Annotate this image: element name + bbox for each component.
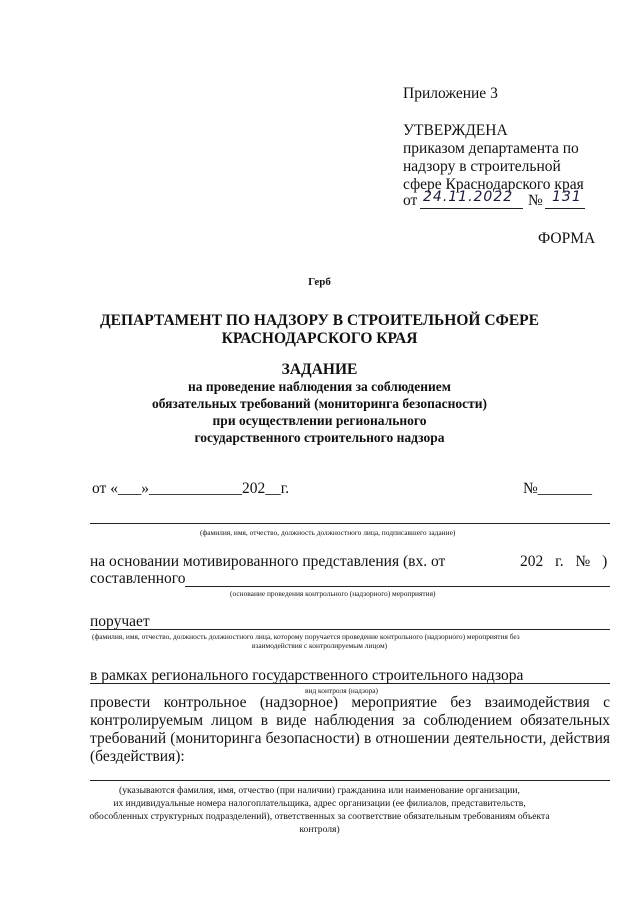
basis-text: на основании мотивированного представления (вх. от xyxy=(90,553,446,570)
assignment-line-3: при осуществлении регионального xyxy=(212,413,427,428)
approval-from-label: от xyxy=(403,192,418,209)
date-row-left: от «___»____________202__г. xyxy=(92,480,290,497)
date-row-number: №_______ xyxy=(523,480,593,497)
assignment-line-1: на проведение наблюдения за соблюдением xyxy=(188,379,451,394)
assignment-line-2: обязательных требований (мониторинга безопасности) xyxy=(151,396,488,411)
footer-caption-4: контроля) xyxy=(299,824,340,835)
basis-underline xyxy=(185,586,610,587)
body-line-2: контролируемым лицом в виде наблюдения за соблюдением обязательных xyxy=(90,712,610,729)
approval-line-1: приказом департамента по xyxy=(403,140,579,157)
signer-line xyxy=(90,523,610,524)
approval-number-label: № xyxy=(528,192,543,209)
signer-caption: (фамилия, имя, отчество, должность должностного лица, подписавшего задание) xyxy=(200,528,456,537)
body-line-3: требований (мониторинга безопасности) в отношении деятельности, действия xyxy=(90,730,610,747)
basis-reference: 202 г. № ) xyxy=(520,553,608,570)
number-underline xyxy=(545,208,585,209)
assignment-line-4: государственного строительного надзора xyxy=(194,430,445,445)
basis-caption: (основание проведения контрольного (надзорного) мероприятия) xyxy=(230,589,436,598)
appendix-label: Приложение 3 xyxy=(403,85,498,102)
instructs-label: поручает xyxy=(90,613,150,630)
approval-line-3: сфере Краснодарского края xyxy=(403,176,584,193)
body-line-1: провести контрольное (надзорное) мероприятие без взаимодействия с xyxy=(90,694,610,711)
basis-line-2: составленного xyxy=(90,570,186,587)
instructs-underline xyxy=(90,629,610,630)
approval-line-2: надзору в строительной xyxy=(403,158,561,175)
approved-label: УТВЕРЖДЕНА xyxy=(403,122,508,139)
subject-line xyxy=(90,780,610,781)
date-underline xyxy=(420,208,523,209)
instructs-caption-1: (фамилия, имя, отчество, должность должностного лица, которому поручается проведение контрольного (надзорного) мероприятия без xyxy=(92,632,520,641)
department-title-line-1: ДЕПАРТАМЕНТ ПО НАДЗОРУ В СТРОИТЕЛЬНОЙ СФЕРЕ xyxy=(100,312,539,329)
body-line-4: (бездействия): xyxy=(90,748,185,765)
approval-date: 24.11.2022 xyxy=(423,189,514,205)
coat-of-arms-label: Герб xyxy=(308,276,331,288)
instructs-caption-2: взаимодействия с контролируемым лицом) xyxy=(251,641,388,650)
control-type-text: в рамках регионального государственного строительного надзора xyxy=(90,667,524,684)
footer-caption-1: (указываются фамилия, имя, отчество (при наличии) гражданина или наименование организации, xyxy=(119,785,520,796)
department-title-line-2: КРАСНОДАРСКОГО КРАЯ xyxy=(221,330,418,347)
control-caption: вид контроля (надзора) xyxy=(305,686,379,695)
form-label: ФОРМА xyxy=(538,230,596,247)
control-underline xyxy=(90,683,610,684)
assignment-title: ЗАДАНИЕ xyxy=(281,361,358,378)
approval-number: 131 xyxy=(552,189,582,205)
footer-caption-3: обособленных структурных подразделений), ответственных за соответствие обязательным требованиям объекта xyxy=(89,811,550,822)
footer-caption-2: их индивидуальные номера налогоплательщика, адрес организации (ее филиалов, представительств, xyxy=(113,798,526,809)
